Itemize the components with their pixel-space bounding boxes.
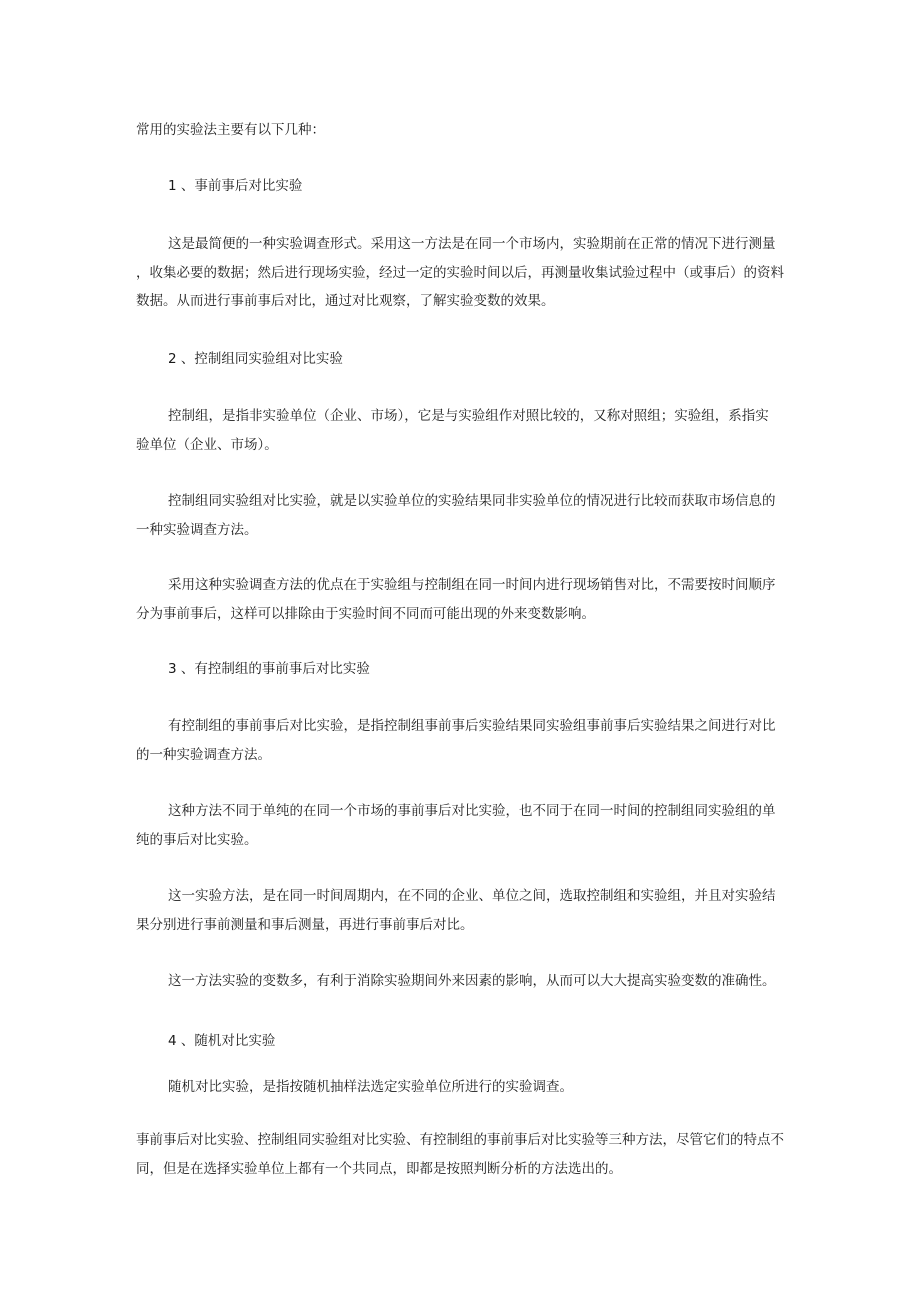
text-line: 控制组同实验组对比实验，就是以实验单位的实验结果同非实验单位的情况进行比较而获取市场信息的 — [168, 493, 776, 509]
section-3-paragraph-2 — [136, 797, 776, 854]
text-line: 采用这种实验调查方法的优点在于实验组与控制组在同一时间内进行现场销售对比，不需要按时间顺序 — [168, 577, 776, 593]
text-line: 这是最简便的一种实验调查形式。采用这一方法是在同一个市场内，实验期前在正常的情况下进行测量 — [168, 236, 776, 252]
section-3-paragraph-3 — [136, 882, 776, 939]
section-3-paragraph-1 — [136, 712, 776, 769]
text-line: 4 、随机对比实验 — [168, 1033, 276, 1049]
text-line: 3 、有控制组的事前事后对比实验 — [168, 661, 370, 677]
text-line: 1 、事前事后对比实验 — [168, 178, 303, 194]
text-line: 控制组，是指非实验单位（企业、市场），它是与实验组作对照比较的，又称对照组；实验组，系指实 — [168, 408, 769, 424]
section-4-paragraph — [168, 1073, 573, 1102]
intro-paragraph — [136, 116, 325, 145]
text-line: 这种方法不同于单纯的在同一个市场的事前事后对比实验，也不同于在同一时间的控制组同实验组的单 — [168, 803, 776, 819]
section-3-paragraph-4 — [168, 967, 776, 996]
section-2-heading — [168, 345, 343, 374]
text-line: 常用的实验法主要有以下几种： — [136, 122, 325, 138]
text-line: 验单位（企业、市场）。 — [136, 436, 278, 453]
text-line: 这一方法实验的变数多，有利于消除实验期间外来因素的影响，从而可以大大提高实验变数的准确性。 — [168, 973, 776, 989]
text-line: 果分别进行事前测量和事后测量，再进行事前事后对比。 — [136, 916, 474, 933]
text-line: 的一种实验调查方法。 — [136, 746, 271, 763]
section-3-heading — [168, 655, 370, 684]
section-2-paragraph-1 — [136, 402, 769, 459]
section-1-heading — [168, 172, 302, 201]
text-line: 有控制组的事前事后对比实验，是指控制组事前事后实验结果同实验组事前事后实验结果之间进行对比 — [168, 718, 776, 734]
section-2-paragraph-2 — [136, 487, 776, 544]
section-1-paragraph — [136, 230, 784, 316]
text-line: ，收集必要的数据；然后进行现场实验，经过一定的实验时间以后，再测量收集试验过程中（或事后）的资料 — [136, 264, 784, 281]
text-line: 纯的事后对比实验。 — [136, 831, 258, 848]
text-line: 同，但是在选择实验单位上都有一个共同点，即都是按照判断分析的方法选出的。 — [136, 1160, 622, 1177]
text-line: 数据。从而进行事前事后对比，通过对比观察，了解实验变数的效果。 — [136, 293, 555, 309]
text-line: 分为事前事后，这样可以排除由于实验时间不同而可能出现的外来变数影响。 — [136, 605, 595, 622]
text-line: 事前事后对比实验、控制组同实验组对比实验、有控制组的事前事后对比实验等三种方法，尽管它们的特点不 — [136, 1132, 784, 1148]
section-4-heading — [168, 1027, 275, 1056]
text-line: 2 、控制组同实验组对比实验 — [168, 351, 343, 367]
text-line: 一种实验调查方法。 — [136, 521, 258, 538]
text-line: 随机对比实验，是指按随机抽样法选定实验单位所进行的实验调查。 — [168, 1079, 573, 1095]
text-line: 这一实验方法，是在同一时间周期内，在不同的企业、单位之间，选取控制组和实验组，并且对实验结 — [168, 888, 776, 904]
section-2-paragraph-3 — [136, 571, 776, 628]
conclusion-paragraph — [136, 1126, 784, 1183]
